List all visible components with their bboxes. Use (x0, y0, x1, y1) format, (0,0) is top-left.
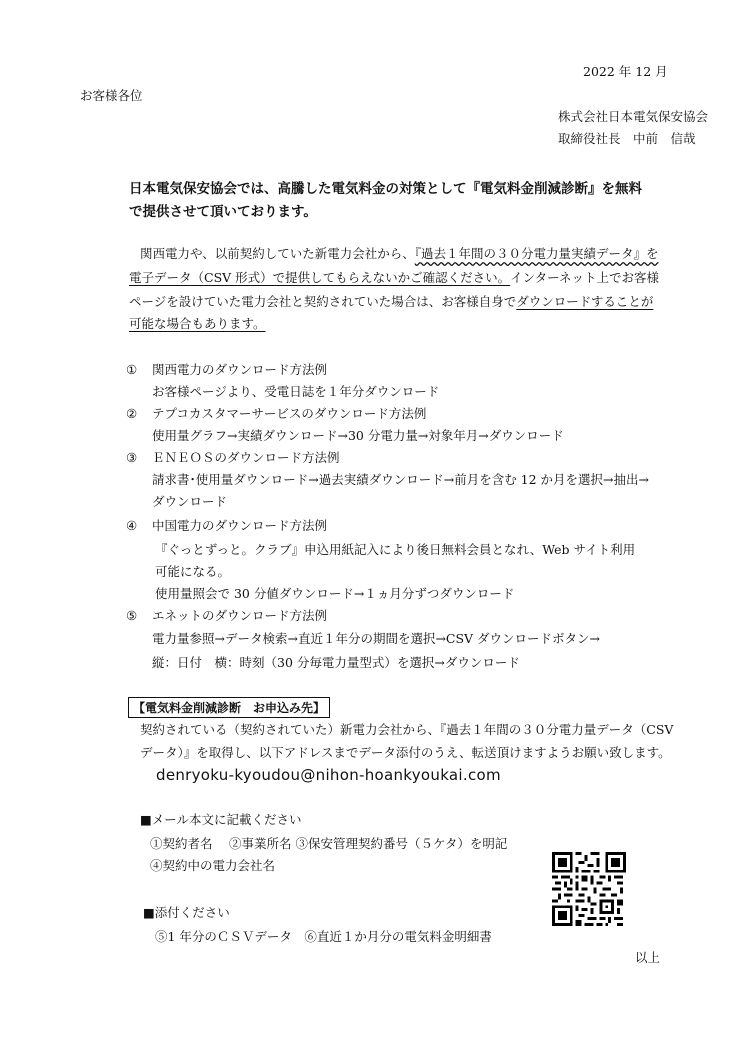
method-1-title: 関西電力のダウンロード方法例 (152, 362, 328, 377)
method-4-number: ④ (126, 518, 138, 533)
headline-line-1: 日本電気保安協会では、高騰した電気料金の対策として『電気料金削減診断』を無料 (129, 181, 642, 197)
method-2-number: ② (126, 406, 138, 421)
method-4-line: 使用量照会で 30 分値ダウンロード→１ヵ月分ずつダウンロード (155, 586, 515, 601)
method-5-title: エネットのダウンロード方法例 (152, 608, 328, 623)
method-5-line: 電力量参照→データ検索→直近１年分の期間を選択→CSV ダウンロードボタン→ (152, 631, 601, 646)
qr-code-image (552, 852, 626, 926)
intro-line-4 (129, 316, 266, 332)
method-3-number: ③ (126, 450, 138, 465)
method-5-line: 縦：日付 横：時刻（30 分毎電力量型式）を選択→ダウンロード (152, 655, 520, 670)
addressee: お客様各位 (80, 88, 143, 103)
attach-line-1: ⑤1 年分のＣＳＶデータ ⑥直近１か月分の電気料金明細書 (155, 929, 492, 944)
method-3-title: ＥＮＥＯＳのダウンロード方法例 (152, 450, 340, 465)
method-5-number: ⑤ (126, 608, 138, 623)
method-3-line: ダウンロード (152, 494, 228, 509)
intro-line-1 (140, 246, 659, 262)
intro-emphasis: 可能な場合もあります。 (129, 316, 266, 331)
method-4-line: 『ぐっとずっと。クラブ』申込用紙記入により後日無料会員となれ、Web サイト利用 (155, 542, 636, 557)
method-2-title: テプコカスタマーサービスのダウンロード方法例 (152, 406, 427, 421)
intro-emphasis: 『過去１年間の３０分電力量実績データ』を (414, 246, 659, 261)
application-text-2: データ）』を取得し、以下アドレスまでデータ添付のうえ、転送頂けますようお願い致します。 (140, 745, 671, 760)
method-1-line: お客様ページより、受電日誌を１年分ダウンロード (152, 384, 440, 399)
headline-line-2: で提供させて頂いております。 (129, 204, 317, 220)
intro-line-3 (129, 294, 653, 310)
method-4-line: 可能になる。 (155, 564, 231, 579)
method-1-number: ① (126, 362, 138, 377)
mail-body-line-1: ①契約者名 ②事業所名 ③保安管理契約番号（５ケタ）を明記 (150, 836, 508, 851)
signer-name: 取締役社長 中前 信哉 (558, 131, 696, 146)
application-email[interactable]: denryoku-kyoudou@nihon-hoankyoukai.com (156, 766, 501, 784)
method-3-line: 請求書･使用量ダウンロード→過去実績ダウンロード→前月を含む 12 か月を選択→抽出→ (152, 472, 649, 487)
application-section-title: 【電気料金削減診断 お申込み先】 (128, 697, 330, 718)
intro-emphasis: ダウンロードすることが (516, 294, 654, 309)
closing-text: 以上 (635, 950, 661, 965)
intro-text: 関西電力や、以前契約していた新電力会社から、 (140, 246, 415, 261)
application-text-1: 契約されている（契約されていた）新電力会社から、『過去１年間の３０分電力量データ（CSV (140, 722, 674, 737)
company-name: 株式会社日本電気保安協会 (558, 109, 709, 124)
attach-heading: ■添付ください (143, 905, 230, 920)
document-date: 2022 年 12 月 (583, 64, 668, 79)
mail-body-line-2: ④契約中の電力会社名 (150, 858, 276, 873)
intro-text: ページを設けていた電力会社と契約されていた場合は、お客様自身で (129, 294, 517, 309)
intro-emphasis: 電子データ（CSV 形式）で提供してもらえないかご確認ください。 (129, 270, 511, 285)
intro-line-2 (129, 270, 659, 286)
method-2-line: 使用量グラフ→実績ダウンロード→30 分電力量→対象年月→ダウンロード (152, 428, 564, 443)
method-4-title: 中国電力のダウンロード方法例 (152, 518, 328, 533)
mail-body-heading: ■メール本文に記載ください (140, 812, 302, 827)
intro-text: インターネット上でお客様 (510, 270, 660, 285)
